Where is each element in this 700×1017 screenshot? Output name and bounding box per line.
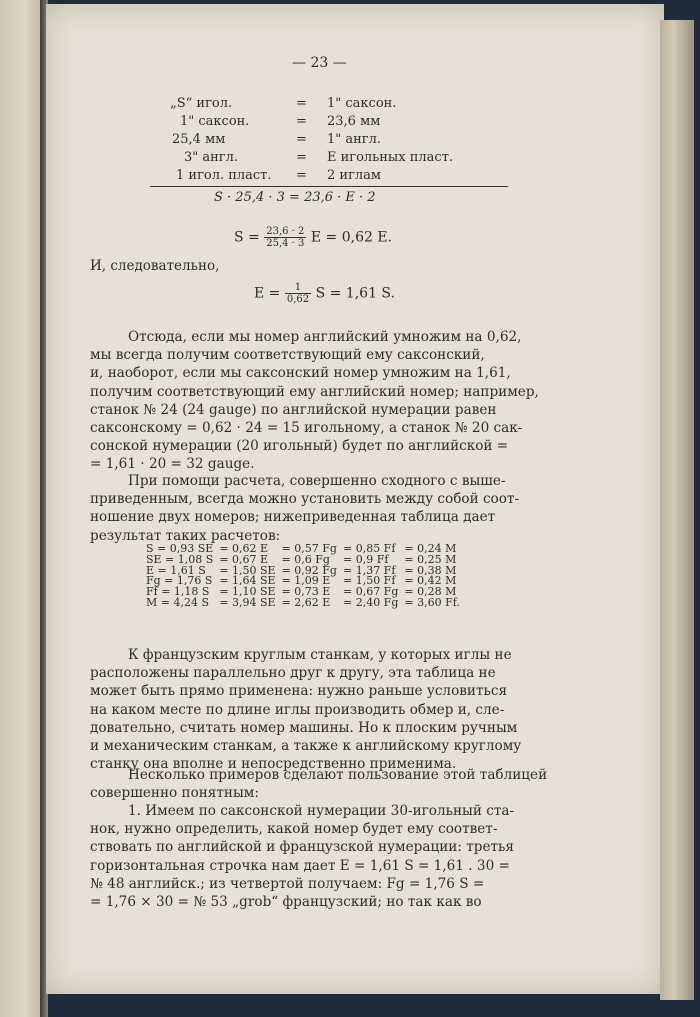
table-cell: S = 0,93 SE xyxy=(146,542,214,555)
text-line: совершенно понятным: xyxy=(90,785,259,802)
equation-rhs: E игольных пласт. xyxy=(327,150,454,165)
text-line: ношение двух номеров; нижеприведенная таблица дает xyxy=(90,509,496,526)
table-cell: = 0,25 M xyxy=(404,552,457,566)
equation-rhs: 23,6 мм xyxy=(327,114,381,129)
table-cell: = 0,67 Fg xyxy=(342,585,399,599)
text-line: сонской нумерации (20 игольный) будет по английской = xyxy=(90,438,509,455)
conversion-table xyxy=(143,544,463,609)
text-line: ствовать по английской и французской нумерации: третья xyxy=(90,839,514,856)
table-cell: = 0,57 Fg xyxy=(281,542,337,555)
table-cell: = 0,24 M xyxy=(404,542,457,555)
equation-op: = xyxy=(296,168,307,183)
table-cell: SE = 1,08 S xyxy=(146,552,214,566)
text-line: на каком месте по длине иглы производить обмер и, сле- xyxy=(90,701,505,718)
table-cell: Ff = 1,18 S xyxy=(146,585,210,599)
table-cell: = 3,60 Ff. xyxy=(404,595,460,609)
text-line: № 48 английск.; из четвертой получаем: Fg = 1,76 S = xyxy=(90,875,485,892)
table-cell: = 3,94 SE xyxy=(219,595,276,609)
table-cell: = 1,37 Ff xyxy=(342,563,396,577)
text-line: Несколько примеров сделают пользование этой таблицей xyxy=(128,767,548,783)
previous-page-edge xyxy=(0,0,42,1017)
fraction: $\frac{1}{0,62}$ xyxy=(286,282,310,305)
text-line: расположены параллельно друг к другу, эта таблица не xyxy=(90,665,496,682)
text-line: и, наоборот, если мы саксонский номер умножим на 1,61, xyxy=(90,365,511,382)
table-cell: = 1,50 SE xyxy=(219,563,276,577)
equation-row: 25,4 мм xyxy=(172,132,226,147)
table-cell: = 0,85 Ff xyxy=(342,542,396,555)
equation-row: 1" саксон. xyxy=(180,114,250,129)
paragraph xyxy=(90,328,566,474)
text-line: К французским круглым станкам, у которых иглы не xyxy=(128,647,512,663)
table-cell: = 0,9 Ff xyxy=(342,552,389,566)
text-line: саксонскому = 0,62 · 24 = 15 игольному, а станок № 20 сак- xyxy=(90,420,523,437)
text-line: довательно, считать номер машины. Но к плоским ручным xyxy=(90,719,518,736)
consequently-text: И, следовательно, xyxy=(90,258,220,274)
equation-row: 1 игол. пласт. xyxy=(176,168,272,183)
equation-row: 3" англ. xyxy=(184,150,238,165)
equation-op: = xyxy=(296,114,307,129)
table-cell: = 0,92 Fg xyxy=(281,563,337,577)
text-line: нок, нужно определить, какой номер будет ему соответ- xyxy=(90,821,498,838)
table-row xyxy=(143,598,463,609)
table-cell: = 1,50 Ff xyxy=(342,574,396,588)
equation-rhs: 2 иглам xyxy=(327,168,381,183)
sum-rule xyxy=(150,186,508,187)
table-cell: = 1,09 E xyxy=(281,574,331,588)
table-cell: = 0,6 Fg xyxy=(281,552,330,566)
text-line: станку она вполне и непосредственно применима. xyxy=(90,756,457,773)
table-cell: Fg = 1,76 S xyxy=(146,574,213,588)
paragraph xyxy=(90,646,566,773)
paragraph xyxy=(90,802,566,911)
text-line: мы всегда получим соответствующий ему саксонский, xyxy=(90,347,485,364)
table-cell: = 2,40 Fg xyxy=(342,595,399,609)
table-cell: = 2,62 E xyxy=(281,595,331,609)
table-cell: = 1,64 SE xyxy=(219,574,276,588)
text-line: = 1,76 × 30 = № 53 „grob“ французский; но так как во xyxy=(90,894,482,911)
equation-op: = xyxy=(296,150,307,165)
text-line: приведенным, всегда можно установить между собой соот- xyxy=(90,491,520,508)
equation-rhs: 1" саксон. xyxy=(327,96,397,111)
product-equation: S · 25,4 · 3 = 23,6 · E · 2 xyxy=(214,190,376,205)
formula-e: E = $\frac{1}{0,62}$ S = 1,61 S. xyxy=(254,282,395,305)
equation-op: = xyxy=(296,132,307,147)
table-cell: = 0,62 E xyxy=(219,542,269,555)
text-line: Отсюда, если мы номер английский умножим на 0,62, xyxy=(128,329,522,345)
paragraph xyxy=(90,472,566,545)
table-cell: M = 4,24 S xyxy=(146,595,209,609)
text-line: станок № 24 (24 gauge) по английской нумерации равен xyxy=(90,401,497,418)
paragraph xyxy=(90,766,566,802)
text-line: результат таких расчетов: xyxy=(90,527,281,544)
fraction: $\frac{23,6 \cdot 2}{25,4 \cdot 3}$ xyxy=(266,226,305,249)
formula-s: S = $\frac{23,6 \cdot 2}{25,4 \cdot 3}$ E = 0,62 E. xyxy=(234,226,393,249)
table-cell: E = 1,61 S xyxy=(146,563,206,577)
table-cell: = 0,73 E xyxy=(281,585,331,599)
table-cell: = 0,28 M xyxy=(404,585,457,599)
table-cell: = 0,42 M xyxy=(404,574,457,588)
text-line: и механическим станкам, а также к английскому круглому xyxy=(90,738,522,755)
equation-rhs: 1" англ. xyxy=(327,132,381,147)
text-line: может быть прямо применена: нужно раньше условиться xyxy=(90,683,508,700)
text-line: 1. Имеем по саксонской нумерации 30-игольный ста- xyxy=(128,803,515,819)
text-line: горизонтальная строчка нам дает E = 1,61 S = 1,61 . 30 = xyxy=(90,857,510,874)
text-line: = 1,61 · 20 = 32 gauge. xyxy=(90,456,255,473)
page-number: — 23 — xyxy=(292,55,347,71)
page-stack-edge xyxy=(660,20,694,1000)
text-line: получим соответствующий ему английский номер; например, xyxy=(90,383,539,400)
text-line: При помощи расчета, совершенно сходного с выше- xyxy=(128,473,506,489)
table-cell: = 0,67 E xyxy=(219,552,269,566)
table-cell: = 1,10 SE xyxy=(219,585,276,599)
equation-row: „S“ игол. xyxy=(170,96,233,111)
table-cell: = 0,38 M xyxy=(404,563,457,577)
equation-op: = xyxy=(296,96,307,111)
